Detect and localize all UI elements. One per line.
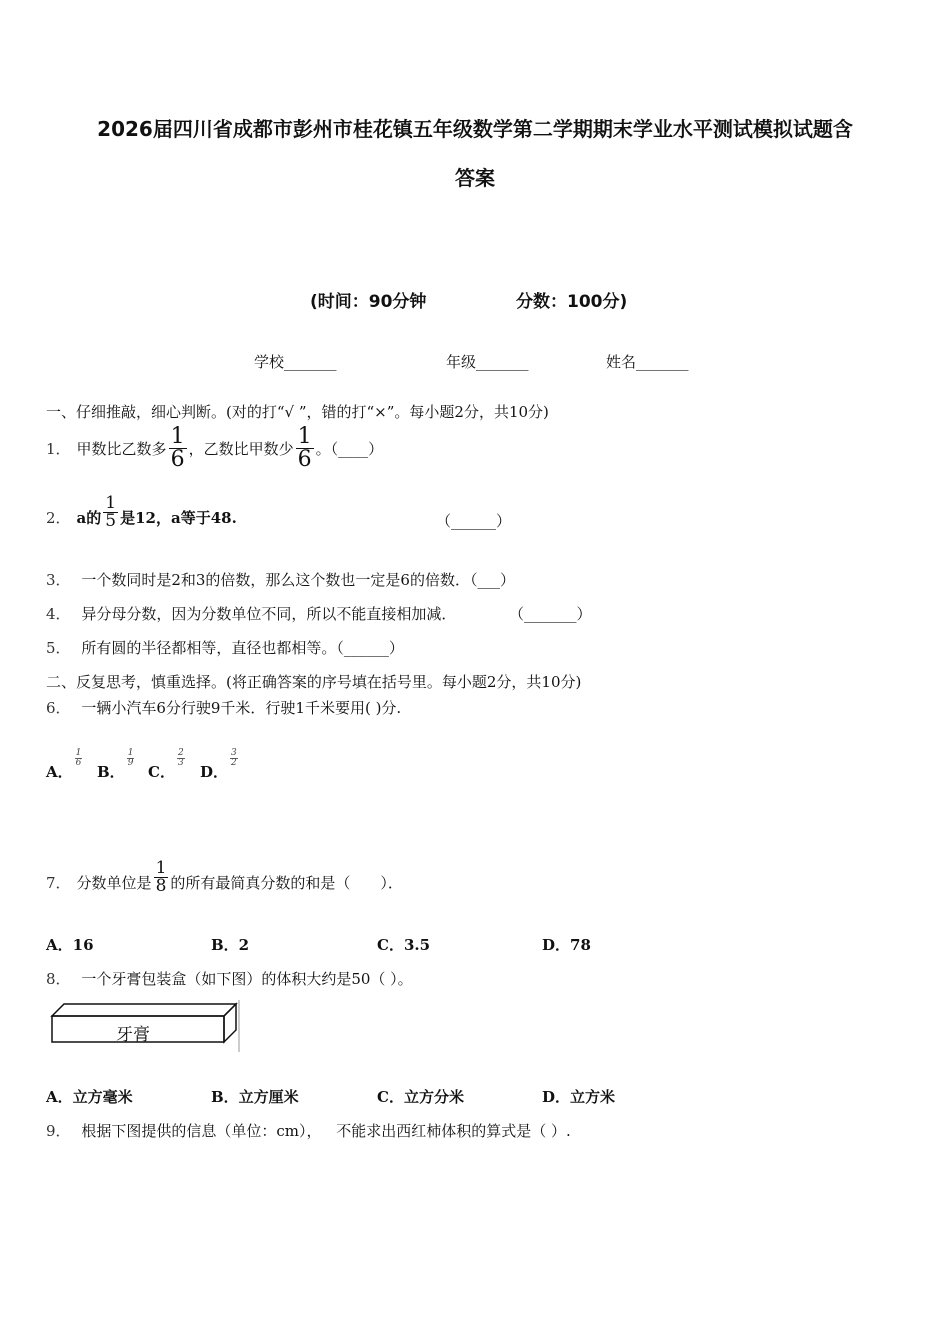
option-c[interactable]: C．立方分米 [377, 1088, 464, 1106]
question-text: 根据下图提供的信息（单位：cm）， [81, 1122, 322, 1140]
answer-blank[interactable]: 。（____） [315, 439, 384, 458]
question-text: 所有圆的半径都相等，直径也都相等。（______） [81, 639, 404, 657]
score-label: 分数：100分) [516, 292, 628, 312]
question-9 [46, 1120, 571, 1141]
option-d[interactable]: D．78 [542, 936, 591, 954]
question-text: 一辆小汽车6分行驶9千米．行驶1千米要用( )分. [81, 699, 402, 717]
question-text: 甲数比乙数多 [76, 439, 167, 458]
answer-blank[interactable]: （_______） [509, 605, 592, 623]
question-number: 3． [46, 571, 71, 589]
question-5 [46, 637, 404, 658]
time-label: (时间：90分钟 [310, 292, 427, 312]
option-c[interactable]: C． $\frac{2}{3}$ [148, 748, 184, 781]
question-3 [46, 569, 515, 590]
question-7 [46, 850, 403, 898]
question-text: 一个牙膏包装盒（如下图）的体积大约是50（ ）。 [81, 970, 413, 988]
question-1 [46, 423, 384, 472]
box-label: 牙膏 [116, 1025, 150, 1045]
question-number: 7． [46, 874, 71, 892]
option-a[interactable]: A．16 [46, 936, 94, 954]
question-number: 8． [46, 970, 71, 988]
question-number: 2． [46, 509, 71, 527]
fraction-option: $\frac{3}{2}$ [231, 748, 237, 768]
question-8 [46, 968, 413, 989]
question-text: 是12，a等于48. [120, 509, 237, 527]
page-title-line2: 答案 [455, 166, 495, 190]
question-number: 4． [46, 605, 71, 623]
question-6 [46, 697, 401, 718]
question-text: 异分母分数，因为分数单位不同，所以不能直接相加减． [81, 605, 457, 623]
option-d[interactable]: D． $\frac{3}{2}$ [200, 748, 237, 781]
option-d[interactable]: D．立方米 [542, 1088, 616, 1106]
question-2 [46, 485, 237, 533]
question-text: ，乙数比甲数少 [188, 439, 294, 458]
toothpaste-box-figure [46, 998, 242, 1054]
page-title: 2026届四川省成都市彭州市桂花镇五年级数学第二学期期末学业水平测试模拟试题含 [97, 117, 853, 141]
question-number: 1． [46, 439, 71, 458]
fraction-option: $\frac{1}{9}$ [127, 748, 134, 768]
section-1-heading: 一、仔细推敲，细心判断。(对的打“√ ”，错的打“×”。每小题2分，共10分) [46, 403, 549, 421]
question-text: 一个数同时是2和3的倍数，那么这个数也一定是6的倍数．（___） [81, 571, 515, 589]
fraction-one-fifth: $\frac{1}{5}$ [105, 493, 117, 531]
option-c[interactable]: C．3.5 [377, 936, 431, 954]
fraction-option: $\frac{2}{3}$ [177, 748, 184, 768]
fraction-one-sixth: $\frac{1}{6}$ [297, 423, 312, 472]
question-4 [46, 603, 456, 624]
question-number: 6． [46, 699, 71, 717]
question-number: 9． [46, 1122, 71, 1140]
question-text: a的 [76, 509, 102, 527]
section-2-heading: 二、反复思考，慎重选择。(将正确答案的序号填在括号里。每小题2分，共10分) [46, 673, 582, 691]
option-b[interactable]: B．2 [211, 936, 250, 954]
option-a[interactable]: A．立方毫米 [46, 1088, 133, 1106]
school-field: 学校_______ [254, 353, 337, 371]
question-6-options [46, 736, 240, 782]
question-text: 不能求出西红柿体积的算式是（ ）. [336, 1122, 571, 1140]
option-b[interactable]: B． $\frac{1}{9}$ [97, 748, 134, 781]
grade-field: 年级_______ [446, 353, 529, 371]
fraction-one-sixth: $\frac{1}{6}$ [170, 423, 185, 472]
question-text: 分数单位是 [76, 874, 152, 892]
answer-blank[interactable]: （______） [436, 512, 512, 530]
fraction-option: $\frac{1}{6}$ [75, 748, 82, 768]
question-number: 5． [46, 639, 71, 657]
name-field: 姓名_______ [606, 353, 689, 371]
question-text: 的所有最简真分数的和是（ ）． [170, 874, 403, 892]
fraction-one-eighth: $\frac{1}{8}$ [155, 858, 167, 896]
option-b[interactable]: B．立方厘米 [211, 1088, 299, 1106]
option-a[interactable]: A． $\frac{1}{6}$ [46, 748, 82, 781]
